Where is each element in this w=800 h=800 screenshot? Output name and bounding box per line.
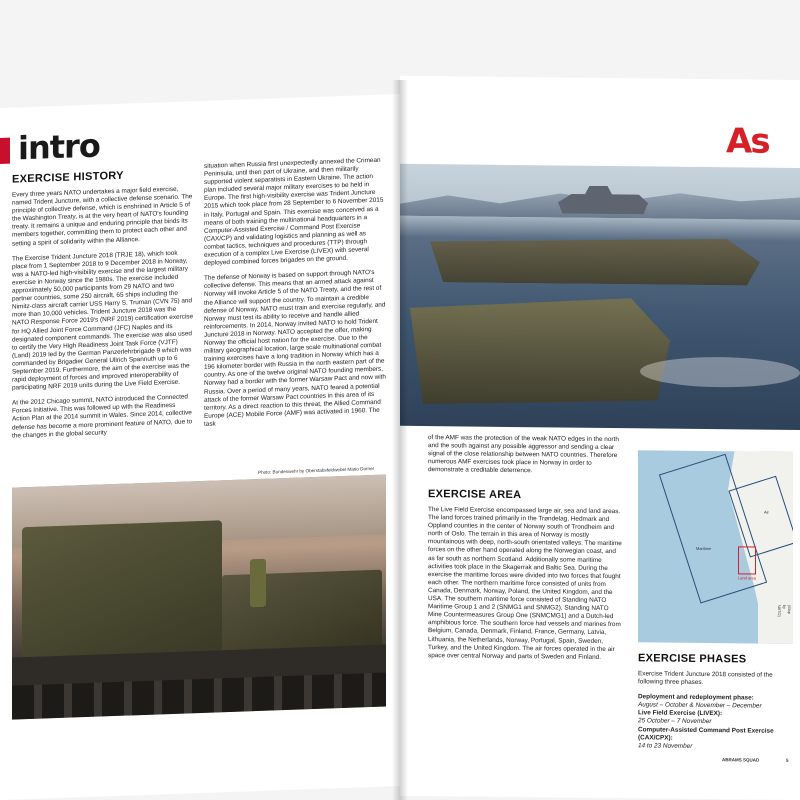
photo-armored-vehicles <box>12 475 386 720</box>
phase-value: 14 to 23 November <box>638 742 693 750</box>
paragraph: Exercise Trident Juncture 2018 consisted of the following three phases. <box>638 670 773 687</box>
photo-soldier <box>250 559 266 608</box>
phase-label: Deployment and redeployment phase: <box>638 693 754 702</box>
page-title: intro <box>18 126 100 168</box>
photo-vehicle <box>222 570 382 656</box>
paragraph: situation when Russia first unexpectedly annexed the Crimean Peninsula, until then part of Ukraine, and then militarily supported violent separatists in Eastern Ukraine. The action plan included several major military exercises to be held in Europe. The first high-visibility exercise was Trident Juncture 2015 which took place from 28 September to 6 November 2015 in Italy, Portugal and Spain. This exercise was conceived as a means of both training the multinational headquarters in a Computer-Assisted Exercise / Command Post Exercise (CAX/CP) and validating logistics and planning as well as combat tactics, techniques and procedures (TTP) through execution of a complex Live Exercise (LIVEX) with several deployed combined forces brigades on the ground. <box>204 156 384 268</box>
page-number: 5 <box>786 757 789 763</box>
phase-label: Computer-Assisted Command Post Exercise (CAX/CPX): <box>638 725 774 742</box>
text-column-exercise-area <box>428 506 624 669</box>
map-land-area <box>738 546 756 574</box>
text-column-2 <box>204 157 386 436</box>
photo-landing-craft-2 <box>410 284 670 407</box>
photo-credit: Photo: Bundeswehr by Oberstabsfeldwebel Mario Dorner <box>258 465 375 475</box>
paragraph: of the AMF was the protection of the weak NATO edges in the north and the south against any possible aggressor and sending a clear signal of the close relationship between NATO countries. Therefore numerous AMF exercises took place in Norway in order to demonstrate a creditable deterrence. <box>428 434 619 475</box>
map-label: Maritime <box>696 545 712 552</box>
map-label: Air <box>764 509 769 515</box>
text-column-right-top <box>428 434 624 484</box>
photo-vehicle <box>22 520 222 657</box>
phase-label: Live Field Exercise (LIVEX): <box>638 709 723 718</box>
text-column-phases <box>638 670 788 751</box>
photo-ship <box>558 185 648 214</box>
photo-landing-craft <box>400 164 800 430</box>
paragraph: At the 2012 Chicago summit, NATO introduced the Connected Forces Initiative. This was followed up with the Readiness Action Plan at the 2014 summit in Wales. Since 2014, collective defense has become a more prominent feature of NATO, due to the changes in the global security <box>12 393 193 440</box>
map-label: Land area <box>738 575 757 581</box>
footer-brand: ABRAMS SQUAD <box>722 757 760 763</box>
section-marker <box>0 138 10 164</box>
magazine-logo: As <box>726 121 769 162</box>
right-page <box>400 76 800 800</box>
exercise-area-map <box>638 450 793 644</box>
text-column-1 <box>12 185 194 447</box>
phase-value: August – October & November – December <box>638 701 762 710</box>
section-heading: EXERCISE PHASES <box>638 652 747 666</box>
section-heading: EXERCISE AREA <box>428 488 522 502</box>
phase-value: 25 October – 7 November <box>638 717 712 726</box>
paragraph: The Exercise Trident Juncture 2018 (TRJE 18), which took place from 1 September 2018 to 9 December 2018 in Norway, was a NATO-led high-visibility exercise and the largest military exercise in Norway since the 1980s. The exercise included approximately 50,000 participants from 29 NATO and two partner countries, some 250 aircraft, 65 ships including the Nimitz-class aircraft carrier USS Harry S. Truman (CVN 75) and more than 10,000 vehicles. Trident Juncture 2018 was the NATO Response Force 2019's (NRF 2019) certification exercise for HQ Allied Joint Force Command (JFC) Naples and its designated component commands. The exercise was also used to certify the Very High Readiness Joint Task Force (VJTF) (Land) 2019 led by the German Panzerlehrbrigade 9 which was commanded by Brigadier General Ullrich Spannuth up to 6 September 2019. Furthermore, the aim of the exercise was the rapid deployment of forces and improved interoperability of participating NRF 2019 units during the Live Field Exercise. <box>12 249 194 392</box>
photo-landing-craft-1 <box>430 224 760 285</box>
paragraph: The Live Field Exercise encompassed large air, sea and land areas. The land forces trained primarily in the Trøndelag, Hedmark and Oppland counties in the center of Norway south of Trondheim and north of Oslo. The terrain in this area of Norway is mostly mountainous with deep, north-south orientated valleys. The maritime forces on the other hand operated along the Norwegian coast, and as far south as northern Scotland. Additionally some maritime activities took place in the Skagerrak and Baltic Sea. During the exercise the maritime forces were divided into two forces that fought each other. The northern maritime force consisted of units from Canada, Denmark, Norway, Poland, the United Kingdom, and the USA. The southern maritime force consisted of Standing NATO Maritime Group 1 and 2 (SNMG1 and SNMG2), Standing NATO Mine Countermeasures Group One (SNMCMG1) and a Dutch-led amphibious force. The southern force had vessels and marines from Belgium, Canada, Denmark, Finland, France, Germany, Latvia, Lithuania, the Netherlands, Norway, Portugal, Spain, Sweden, Turkey, and the United Kingdom. The air forces operated in the air space over central Norway and parts of Sweden and Finland. <box>428 506 622 661</box>
left-page <box>0 94 400 800</box>
photo-wake <box>640 356 800 388</box>
map-credit: (Map by NATO) <box>777 604 792 617</box>
section-heading: EXERCISE HISTORY <box>12 169 124 186</box>
paragraph: The defense of Norway is based on support through NATO's collective defense. This means that an armed attack against Norway will invoke Article 5 of the NATO Treaty, and the rest of the Alliance will support the country. To maintain a credible defense of Norway, NATO must train and exercise regularly, and Norway must test its ability to receive and handle allied reinforcements. In 2014, Norway invited NATO to hold Trident Juncture 2018 in Norway. NATO accepted the offer, making Norway the official host nation for the exercise. Due to the military geographical location, large scale multinational combat training exercises have a long tradition in Norway which has a 196 kilometer border with Russia in the north eastern part of the country. As one of the twelve original NATO founding members, Norway had a border with the former Warsaw Pact and now with Russia. Over a period of many years, NATO feared a potential attack of the former Warsaw Pact countries in this area of its territory. As a direct reaction to this threat, the Allied Command Europe (ACE) Mobile Force (AMF) was activated in 1960. The task <box>204 269 386 428</box>
paragraph: Every three years NATO undertakes a major field exercise, named Trident Juncture, with a collective defense scenario. The principle of collective defense, which is enshrined in Article 5 of the Washington Treaty, is at the very heart of NATO's founding treaty. It remains a unique and enduring principle that binds its members together, committing them to protect each other and setting a spirit of solidarity within the Alliance. <box>12 185 193 248</box>
spine-shadow <box>392 80 408 800</box>
